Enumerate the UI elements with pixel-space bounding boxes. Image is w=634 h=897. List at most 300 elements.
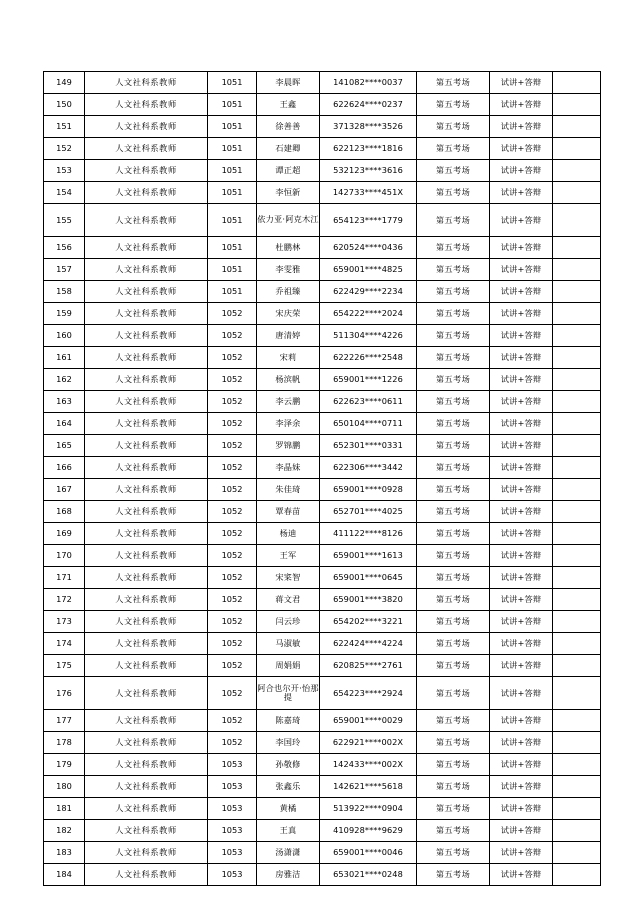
cell-note xyxy=(553,138,601,160)
cell-seq: 171 xyxy=(44,567,85,589)
cell-post: 人文社科系教师 xyxy=(85,501,208,523)
cell-id: 411122****8126 xyxy=(320,523,417,545)
cell-code: 1052 xyxy=(208,710,257,732)
cell-id: 622226****2548 xyxy=(320,347,417,369)
cell-post: 人文社科系教师 xyxy=(85,479,208,501)
cell-seq: 158 xyxy=(44,281,85,303)
cell-note xyxy=(553,281,601,303)
cell-code: 1052 xyxy=(208,325,257,347)
cell-name: 乔祖臻 xyxy=(257,281,320,303)
cell-code: 1053 xyxy=(208,754,257,776)
cell-post: 人文社科系教师 xyxy=(85,204,208,237)
cell-room: 第五考场 xyxy=(417,369,490,391)
table-row xyxy=(44,776,601,798)
cell-code: 1053 xyxy=(208,798,257,820)
cell-method: 试讲+答辩 xyxy=(490,391,553,413)
cell-method: 试讲+答辩 xyxy=(490,160,553,182)
cell-code: 1051 xyxy=(208,94,257,116)
cell-id: 142733****451X xyxy=(320,182,417,204)
cell-name: 李恒新 xyxy=(257,182,320,204)
cell-room: 第五考场 xyxy=(417,237,490,259)
cell-seq: 168 xyxy=(44,501,85,523)
cell-id: 659001****3820 xyxy=(320,589,417,611)
cell-note xyxy=(553,182,601,204)
cell-id: 659001****0928 xyxy=(320,479,417,501)
cell-seq: 173 xyxy=(44,611,85,633)
cell-seq: 153 xyxy=(44,160,85,182)
cell-room: 第五考场 xyxy=(417,710,490,732)
cell-code: 1052 xyxy=(208,303,257,325)
cell-note xyxy=(553,457,601,479)
cell-room: 第五考场 xyxy=(417,567,490,589)
cell-seq: 174 xyxy=(44,633,85,655)
cell-code: 1051 xyxy=(208,160,257,182)
cell-name: 杨滨帆 xyxy=(257,369,320,391)
cell-seq: 165 xyxy=(44,435,85,457)
roster-table xyxy=(43,71,601,886)
cell-method: 试讲+答辩 xyxy=(490,842,553,864)
cell-seq: 150 xyxy=(44,94,85,116)
table-row xyxy=(44,842,601,864)
cell-method: 试讲+答辩 xyxy=(490,204,553,237)
cell-room: 第五考场 xyxy=(417,94,490,116)
cell-note xyxy=(553,479,601,501)
cell-note xyxy=(553,160,601,182)
cell-room: 第五考场 xyxy=(417,545,490,567)
cell-id: 654222****2024 xyxy=(320,303,417,325)
cell-code: 1052 xyxy=(208,457,257,479)
cell-method: 试讲+答辩 xyxy=(490,303,553,325)
cell-seq: 175 xyxy=(44,655,85,677)
cell-seq: 155 xyxy=(44,204,85,237)
cell-room: 第五考场 xyxy=(417,776,490,798)
table-row xyxy=(44,138,601,160)
cell-code: 1052 xyxy=(208,655,257,677)
cell-post: 人文社科系教师 xyxy=(85,435,208,457)
cell-seq: 164 xyxy=(44,413,85,435)
cell-id: 652301****0331 xyxy=(320,435,417,457)
cell-method: 试讲+答辩 xyxy=(490,611,553,633)
cell-name: 宋庆荣 xyxy=(257,303,320,325)
cell-method: 试讲+答辩 xyxy=(490,116,553,138)
cell-code: 1051 xyxy=(208,204,257,237)
cell-post: 人文社科系教师 xyxy=(85,655,208,677)
cell-note xyxy=(553,820,601,842)
cell-seq: 170 xyxy=(44,545,85,567)
cell-method: 试讲+答辩 xyxy=(490,710,553,732)
cell-id: 659001****1613 xyxy=(320,545,417,567)
cell-note xyxy=(553,523,601,545)
cell-post: 人文社科系教师 xyxy=(85,182,208,204)
cell-name: 李泽余 xyxy=(257,413,320,435)
cell-seq: 182 xyxy=(44,820,85,842)
cell-room: 第五考场 xyxy=(417,435,490,457)
cell-room: 第五考场 xyxy=(417,138,490,160)
cell-seq: 184 xyxy=(44,864,85,886)
table-row xyxy=(44,820,601,842)
cell-code: 1051 xyxy=(208,138,257,160)
cell-method: 试讲+答辩 xyxy=(490,369,553,391)
cell-note xyxy=(553,754,601,776)
cell-method: 试讲+答辩 xyxy=(490,567,553,589)
cell-room: 第五考场 xyxy=(417,655,490,677)
cell-room: 第五考场 xyxy=(417,457,490,479)
cell-code: 1052 xyxy=(208,435,257,457)
cell-code: 1053 xyxy=(208,864,257,886)
cell-id: 622306****3442 xyxy=(320,457,417,479)
cell-post: 人文社科系教师 xyxy=(85,567,208,589)
cell-room: 第五考场 xyxy=(417,259,490,281)
table-row xyxy=(44,710,601,732)
cell-post: 人文社科系教师 xyxy=(85,864,208,886)
cell-note xyxy=(553,567,601,589)
cell-post: 人文社科系教师 xyxy=(85,94,208,116)
cell-seq: 166 xyxy=(44,457,85,479)
table-row xyxy=(44,864,601,886)
table-row xyxy=(44,633,601,655)
cell-code: 1052 xyxy=(208,369,257,391)
cell-name: 陈嘉琦 xyxy=(257,710,320,732)
cell-id: 511304****4226 xyxy=(320,325,417,347)
table-row xyxy=(44,347,601,369)
table-row xyxy=(44,655,601,677)
table-row xyxy=(44,72,601,94)
cell-method: 试讲+答辩 xyxy=(490,413,553,435)
cell-id: 371328****3526 xyxy=(320,116,417,138)
table-row xyxy=(44,281,601,303)
cell-code: 1052 xyxy=(208,567,257,589)
cell-seq: 167 xyxy=(44,479,85,501)
cell-post: 人文社科系教师 xyxy=(85,545,208,567)
cell-code: 1052 xyxy=(208,413,257,435)
table-row xyxy=(44,501,601,523)
cell-code: 1052 xyxy=(208,347,257,369)
cell-post: 人文社科系教师 xyxy=(85,116,208,138)
cell-name: 王真 xyxy=(257,820,320,842)
cell-note xyxy=(553,655,601,677)
table-row xyxy=(44,259,601,281)
cell-id: 650104****0711 xyxy=(320,413,417,435)
cell-room: 第五考场 xyxy=(417,479,490,501)
cell-name: 杜鹏林 xyxy=(257,237,320,259)
cell-method: 试讲+答辩 xyxy=(490,347,553,369)
cell-seq: 157 xyxy=(44,259,85,281)
cell-post: 人文社科系教师 xyxy=(85,138,208,160)
cell-room: 第五考场 xyxy=(417,501,490,523)
cell-room: 第五考场 xyxy=(417,633,490,655)
cell-post: 人文社科系教师 xyxy=(85,413,208,435)
cell-note xyxy=(553,633,601,655)
cell-seq: 172 xyxy=(44,589,85,611)
cell-note xyxy=(553,204,601,237)
cell-post: 人文社科系教师 xyxy=(85,677,208,710)
cell-name: 谭正超 xyxy=(257,160,320,182)
cell-room: 第五考场 xyxy=(417,677,490,710)
cell-method: 试讲+答辩 xyxy=(490,732,553,754)
cell-post: 人文社科系教师 xyxy=(85,523,208,545)
cell-seq: 176 xyxy=(44,677,85,710)
cell-room: 第五考场 xyxy=(417,413,490,435)
cell-method: 试讲+答辩 xyxy=(490,501,553,523)
cell-room: 第五考场 xyxy=(417,204,490,237)
table-row xyxy=(44,567,601,589)
cell-method: 试讲+答辩 xyxy=(490,479,553,501)
cell-code: 1052 xyxy=(208,479,257,501)
cell-room: 第五考场 xyxy=(417,182,490,204)
cell-post: 人文社科系教师 xyxy=(85,347,208,369)
cell-id: 622623****0611 xyxy=(320,391,417,413)
cell-id: 659001****0029 xyxy=(320,710,417,732)
table-row xyxy=(44,391,601,413)
cell-post: 人文社科系教师 xyxy=(85,820,208,842)
roster-table-container xyxy=(43,71,592,886)
table-row xyxy=(44,182,601,204)
cell-method: 试讲+答辩 xyxy=(490,94,553,116)
table-row xyxy=(44,369,601,391)
cell-seq: 156 xyxy=(44,237,85,259)
cell-id: 659001****0645 xyxy=(320,567,417,589)
table-row xyxy=(44,204,601,237)
cell-method: 试讲+答辩 xyxy=(490,589,553,611)
cell-name: 王军 xyxy=(257,545,320,567)
roster-table-body xyxy=(44,72,601,886)
cell-note xyxy=(553,259,601,281)
cell-room: 第五考场 xyxy=(417,589,490,611)
cell-seq: 180 xyxy=(44,776,85,798)
table-row xyxy=(44,457,601,479)
cell-method: 试讲+答辩 xyxy=(490,237,553,259)
cell-code: 1052 xyxy=(208,732,257,754)
cell-room: 第五考场 xyxy=(417,391,490,413)
cell-code: 1052 xyxy=(208,501,257,523)
cell-name: 李晶妹 xyxy=(257,457,320,479)
table-row xyxy=(44,798,601,820)
cell-room: 第五考场 xyxy=(417,798,490,820)
cell-seq: 162 xyxy=(44,369,85,391)
cell-note xyxy=(553,94,601,116)
table-row xyxy=(44,523,601,545)
cell-note xyxy=(553,732,601,754)
cell-note xyxy=(553,325,601,347)
cell-code: 1052 xyxy=(208,611,257,633)
cell-code: 1051 xyxy=(208,237,257,259)
cell-method: 试讲+答辩 xyxy=(490,72,553,94)
cell-seq: 178 xyxy=(44,732,85,754)
cell-note xyxy=(553,501,601,523)
cell-method: 试讲+答辩 xyxy=(490,281,553,303)
cell-room: 第五考场 xyxy=(417,820,490,842)
cell-room: 第五考场 xyxy=(417,72,490,94)
cell-note xyxy=(553,347,601,369)
cell-id: 142433****002X xyxy=(320,754,417,776)
cell-seq: 154 xyxy=(44,182,85,204)
table-row xyxy=(44,611,601,633)
cell-name: 李晨晖 xyxy=(257,72,320,94)
cell-post: 人文社科系教师 xyxy=(85,72,208,94)
cell-post: 人文社科系教师 xyxy=(85,710,208,732)
cell-post: 人文社科系教师 xyxy=(85,842,208,864)
cell-note xyxy=(553,864,601,886)
cell-id: 620524****0436 xyxy=(320,237,417,259)
cell-name: 徐善善 xyxy=(257,116,320,138)
cell-note xyxy=(553,72,601,94)
cell-id: 622429****2234 xyxy=(320,281,417,303)
cell-name: 石建卿 xyxy=(257,138,320,160)
cell-seq: 181 xyxy=(44,798,85,820)
cell-name: 宋莉 xyxy=(257,347,320,369)
table-row xyxy=(44,435,601,457)
table-row xyxy=(44,677,601,710)
cell-method: 试讲+答辩 xyxy=(490,325,553,347)
cell-id: 653021****0248 xyxy=(320,864,417,886)
cell-seq: 159 xyxy=(44,303,85,325)
cell-note xyxy=(553,435,601,457)
cell-name: 汤潇潇 xyxy=(257,842,320,864)
cell-post: 人文社科系教师 xyxy=(85,633,208,655)
cell-method: 试讲+答辩 xyxy=(490,633,553,655)
cell-note xyxy=(553,710,601,732)
cell-name: 李雯雅 xyxy=(257,259,320,281)
cell-id: 142621****5618 xyxy=(320,776,417,798)
cell-post: 人文社科系教师 xyxy=(85,798,208,820)
cell-name: 周娟娟 xyxy=(257,655,320,677)
cell-code: 1051 xyxy=(208,182,257,204)
cell-code: 1052 xyxy=(208,545,257,567)
cell-seq: 179 xyxy=(44,754,85,776)
cell-id: 659001****1226 xyxy=(320,369,417,391)
cell-id: 659001****4825 xyxy=(320,259,417,281)
cell-name: 马淑敏 xyxy=(257,633,320,655)
table-row xyxy=(44,94,601,116)
cell-post: 人文社科系教师 xyxy=(85,457,208,479)
cell-room: 第五考场 xyxy=(417,116,490,138)
cell-room: 第五考场 xyxy=(417,347,490,369)
cell-post: 人文社科系教师 xyxy=(85,237,208,259)
cell-seq: 149 xyxy=(44,72,85,94)
cell-room: 第五考场 xyxy=(417,842,490,864)
cell-code: 1053 xyxy=(208,820,257,842)
cell-name: 朱佳琦 xyxy=(257,479,320,501)
cell-method: 试讲+答辩 xyxy=(490,545,553,567)
cell-id: 654202****3221 xyxy=(320,611,417,633)
cell-note xyxy=(553,369,601,391)
cell-id: 654123****1779 xyxy=(320,204,417,237)
cell-room: 第五考场 xyxy=(417,732,490,754)
cell-name: 覃春苗 xyxy=(257,501,320,523)
cell-method: 试讲+答辩 xyxy=(490,776,553,798)
cell-note xyxy=(553,611,601,633)
cell-name: 宋寀智 xyxy=(257,567,320,589)
cell-room: 第五考场 xyxy=(417,325,490,347)
cell-method: 试讲+答辩 xyxy=(490,182,553,204)
cell-name: 黄橘 xyxy=(257,798,320,820)
cell-note xyxy=(553,589,601,611)
cell-room: 第五考场 xyxy=(417,523,490,545)
cell-note xyxy=(553,303,601,325)
cell-method: 试讲+答辩 xyxy=(490,138,553,160)
cell-note xyxy=(553,677,601,710)
cell-code: 1052 xyxy=(208,391,257,413)
table-row xyxy=(44,303,601,325)
table-row xyxy=(44,160,601,182)
table-row xyxy=(44,754,601,776)
cell-seq: 160 xyxy=(44,325,85,347)
cell-note xyxy=(553,776,601,798)
table-row xyxy=(44,237,601,259)
cell-id: 513922****0904 xyxy=(320,798,417,820)
cell-method: 试讲+答辩 xyxy=(490,259,553,281)
cell-id: 141082****0037 xyxy=(320,72,417,94)
table-row xyxy=(44,545,601,567)
table-row xyxy=(44,116,601,138)
cell-room: 第五考场 xyxy=(417,160,490,182)
cell-room: 第五考场 xyxy=(417,864,490,886)
cell-code: 1053 xyxy=(208,842,257,864)
cell-id: 410928****9629 xyxy=(320,820,417,842)
cell-id: 622424****4224 xyxy=(320,633,417,655)
cell-note xyxy=(553,798,601,820)
cell-code: 1051 xyxy=(208,72,257,94)
table-row xyxy=(44,325,601,347)
cell-post: 人文社科系教师 xyxy=(85,732,208,754)
cell-method: 试讲+答辩 xyxy=(490,523,553,545)
cell-code: 1051 xyxy=(208,116,257,138)
cell-method: 试讲+答辩 xyxy=(490,820,553,842)
cell-post: 人文社科系教师 xyxy=(85,160,208,182)
cell-method: 试讲+答辩 xyxy=(490,677,553,710)
cell-note xyxy=(553,413,601,435)
table-row xyxy=(44,732,601,754)
cell-post: 人文社科系教师 xyxy=(85,589,208,611)
cell-seq: 161 xyxy=(44,347,85,369)
table-row xyxy=(44,479,601,501)
cell-name: 蒋文君 xyxy=(257,589,320,611)
cell-name: 张鑫乐 xyxy=(257,776,320,798)
cell-code: 1052 xyxy=(208,523,257,545)
cell-note xyxy=(553,391,601,413)
cell-room: 第五考场 xyxy=(417,281,490,303)
cell-post: 人文社科系教师 xyxy=(85,325,208,347)
cell-method: 试讲+答辩 xyxy=(490,457,553,479)
cell-name: 罗锦鹏 xyxy=(257,435,320,457)
cell-code: 1051 xyxy=(208,259,257,281)
cell-seq: 183 xyxy=(44,842,85,864)
cell-note xyxy=(553,116,601,138)
cell-id: 622123****1816 xyxy=(320,138,417,160)
cell-name: 李国玲 xyxy=(257,732,320,754)
cell-post: 人文社科系教师 xyxy=(85,303,208,325)
cell-id: 654223****2924 xyxy=(320,677,417,710)
cell-name: 闫云珍 xyxy=(257,611,320,633)
cell-id: 620825****2761 xyxy=(320,655,417,677)
cell-id: 659001****0046 xyxy=(320,842,417,864)
cell-name: 房雅洁 xyxy=(257,864,320,886)
cell-note xyxy=(553,842,601,864)
cell-post: 人文社科系教师 xyxy=(85,281,208,303)
cell-seq: 152 xyxy=(44,138,85,160)
cell-post: 人文社科系教师 xyxy=(85,259,208,281)
cell-seq: 163 xyxy=(44,391,85,413)
cell-post: 人文社科系教师 xyxy=(85,611,208,633)
cell-note xyxy=(553,545,601,567)
cell-post: 人文社科系教师 xyxy=(85,754,208,776)
cell-method: 试讲+答辩 xyxy=(490,655,553,677)
cell-note xyxy=(553,237,601,259)
cell-room: 第五考场 xyxy=(417,611,490,633)
table-row xyxy=(44,589,601,611)
cell-name: 依力亚·阿克木江 xyxy=(257,204,320,237)
table-row xyxy=(44,413,601,435)
